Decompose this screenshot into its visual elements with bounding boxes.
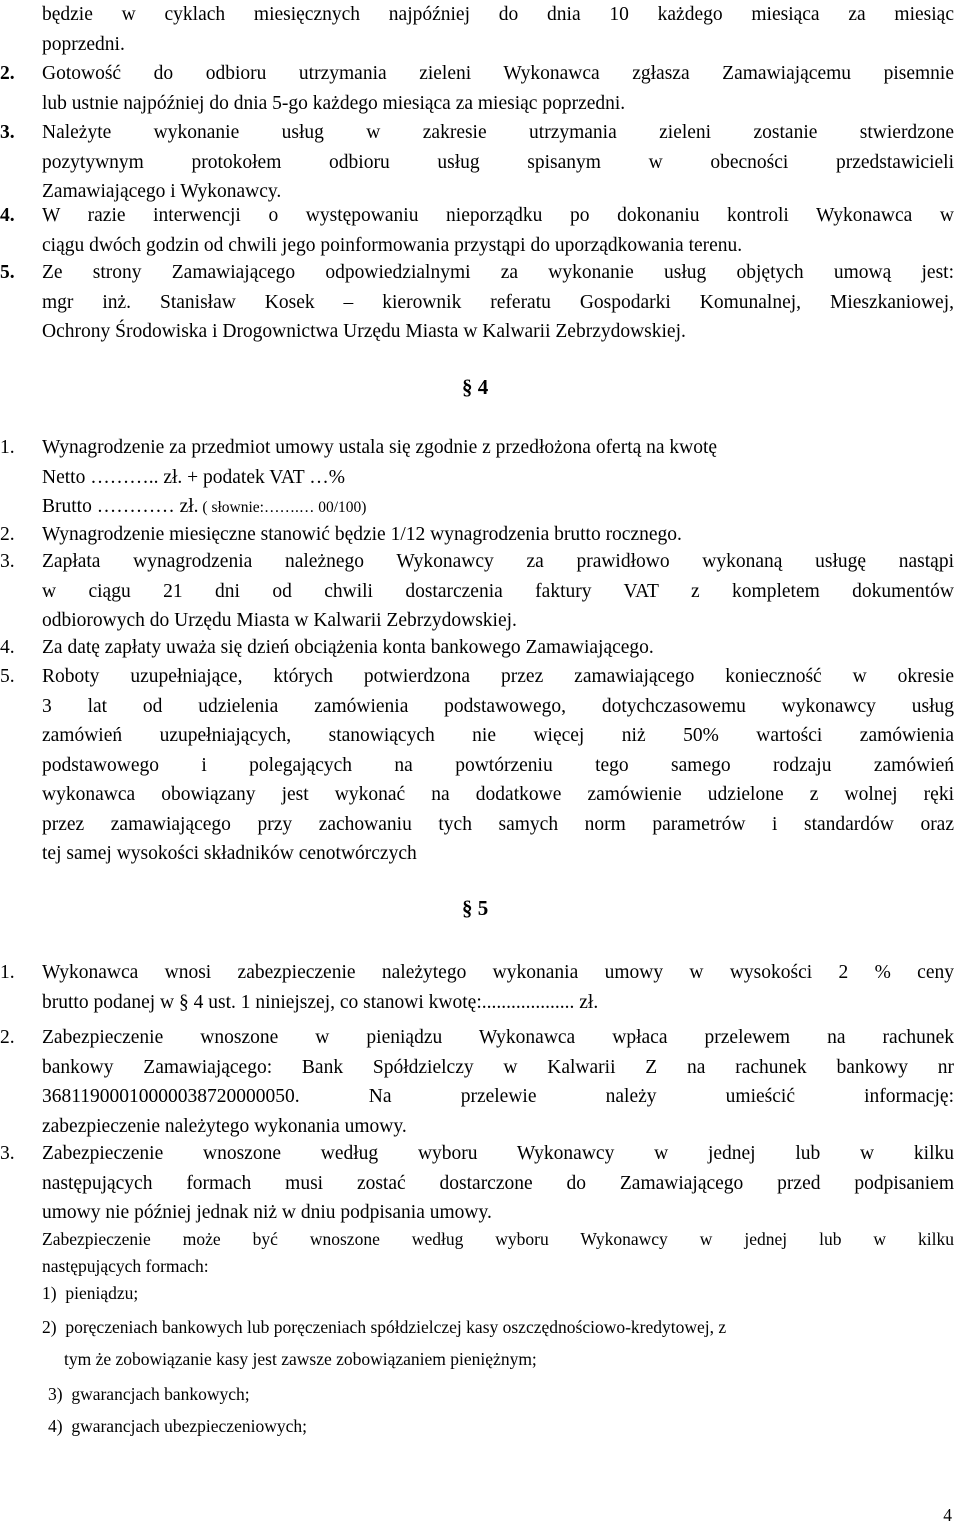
item-number: 5. (0, 262, 15, 283)
form-item-2 (42, 1314, 726, 1341)
item-number: 5. (0, 666, 15, 687)
form-item-1 (42, 1280, 138, 1307)
text-line: Gotowość do odbioru utrzymania zieleni Wykonawca zgłasza Zamawiającemu pisemnie (42, 63, 954, 84)
form-number: 3) (48, 1384, 63, 1404)
text-line: 3 lat od udzielenia zamówienia podstawowego, dotychczasowemu wykonawcy usług (42, 695, 954, 717)
form-item-2-continuation (64, 1346, 537, 1373)
item-number: 3. (0, 122, 15, 143)
form-text: gwarancjach bankowych; (71, 1384, 250, 1404)
text-line: Ze strony Zamawiającego odpowiedzialnymi za wykonanie usług objętych umową jest: (42, 262, 954, 283)
item-number: 2. (0, 63, 15, 84)
text-line: podstawowego i polegających na powtórzeniu tego samego rodzaju zamówień (42, 754, 954, 776)
text-line: Należyte wykonanie usług w zakresie utrzymania zieleni zostanie stwierdzone (42, 122, 954, 143)
continuation-paragraph (42, 0, 954, 59)
text-line: pozytywnym protokołem odbioru usług spisanym w obecności przedstawicieli (42, 151, 954, 173)
section-heading: § 5 (462, 896, 489, 920)
text-line: lub ustnie najpóźniej do dnia 5-go każdego miesiąca za miesiąc poprzedni. (42, 92, 626, 114)
form-item-4 (48, 1413, 307, 1440)
text-line: Zabezpieczenie może być wnoszone według wyboru Wykonawcy w jednej lub w kilku (42, 1229, 954, 1249)
form-text: poręczeniach bankowych lub poręczeniach spółdzielczej kasy oszczędnościowo-kredytowej, z (65, 1317, 727, 1337)
text-line: brutto podanej w § 4 ust. 1 niniejszej, co stanowi kwotę:................... zł. (42, 991, 599, 1013)
text-line: zamówień uzupełniających, stanowiących nie więcej niż 50% wartości zamówienia (42, 725, 954, 746)
text-line: Zabezpieczenie wnoszone według wyboru Wykonawcy w jednej lub w kilku (42, 1143, 954, 1164)
text-line: zabezpieczenie należytego wykonania umowy. (42, 1115, 407, 1137)
text-line: następujących formach musi zostać dostarczone do Zamawiającego przed podpisaniem (42, 1172, 954, 1194)
text-line: W razie interwencji o występowaniu nieporządku po dokonaniu kontroli Wykonawca w (42, 205, 954, 226)
text-line: Za datę zapłaty uważa się dzień obciążenia konta bankowego Zamawiającego. (42, 637, 654, 658)
item-number: 2. (0, 1027, 15, 1048)
form-item-3 (48, 1381, 250, 1408)
item-number: 2. (0, 524, 15, 545)
item-number: 4. (0, 205, 15, 226)
form-number: 2) (42, 1317, 57, 1337)
text-line: odbiorowych do Urzędu Miasta w Kalwarii Zebrzydowskiej. (42, 610, 517, 631)
item-number: 1. (0, 962, 15, 983)
item-number: 4. (0, 637, 15, 658)
text-line: ciągu dwóch godzin od chwili jego poinformowania przystąpi do uporządkowania terenu. (42, 234, 743, 256)
text-line: Zabezpieczenie wnoszone w pieniądzu Wykonawca wpłaca przelewem na rachunek (42, 1027, 954, 1048)
section-heading: § 4 (462, 375, 489, 399)
form-number: 4) (48, 1416, 63, 1436)
form-text: gwarancjach ubezpieczeniowych; (71, 1416, 307, 1436)
text-line: umowy nie później jednak niż w dniu podpisania umowy. (42, 1202, 492, 1223)
item-number: 3. (0, 1143, 15, 1164)
text-line: Roboty uzupełniające, których potwierdzona przez zamawiającego konieczność w okresie (42, 666, 954, 687)
item-number: 1. (0, 437, 15, 458)
text-line: będzie w cyklach miesięcznych najpóźniej do dnia 10 każdego miesiąca za miesiąc (42, 4, 954, 25)
text-line: poprzedni. (42, 33, 125, 55)
item-number: 3. (0, 551, 15, 572)
brutto-words: ( słownie:…….… 00/100) (198, 499, 367, 516)
text-line: tej samej wysokości składników cenotwórczych (42, 843, 417, 864)
text-line: Zapłata wynagrodzenia należnego Wykonawcy za prawidłowo wykonaną usługę nastąpi (42, 551, 954, 572)
form-text: pieniądzu; (65, 1283, 139, 1303)
form-text: tym że zobowiązanie kasy jest zawsze zobowiązaniem pieniężnym; (64, 1349, 537, 1369)
text-line: następujących formach: (42, 1256, 209, 1276)
page-number: 4 (943, 1505, 952, 1525)
text-line: 36811900010000038720000050. Na przelewie należy umieścić informację: (42, 1086, 954, 1107)
text-line: Wykonawca wnosi zabezpieczenie należytego wykonania umowy w wysokości 2 % ceny (42, 962, 954, 983)
form-number: 1) (42, 1283, 57, 1303)
text-line: w ciągu 21 dni od chwili dostarczenia faktury VAT z kompletem dokumentów (42, 580, 954, 602)
brutto-line: Brutto ………… zł. (42, 496, 199, 517)
text-line: Wynagrodzenie za przedmiot umowy ustala się zgodnie z przedłożona ofertą na kwotę (42, 437, 718, 458)
text-line: mgr inż. Stanisław Kosek – kierownik referatu Gospodarki Komunalnej, Mieszkaniowej, (42, 291, 954, 313)
text-line: wykonawca obowiązany jest wykonać na dodatkowe zamówienie udzielone z wolnej ręki (42, 784, 954, 805)
netto-line: Netto ……….. zł. + podatek VAT …% (42, 466, 345, 488)
forms-intro-paragraph (42, 1226, 954, 1280)
text-line: Zamawiającego i Wykonawcy. (42, 181, 282, 202)
text-line: Ochrony Środowiska i Drogownictwa Urzędu Miasta w Kalwarii Zebrzydowskiej. (42, 321, 686, 342)
text-line: bankowy Zamawiającego: Bank Spółdzielczy w Kalwarii Z na rachunek bankowy nr (42, 1056, 954, 1078)
text-line: przez zamawiającego przy zachowaniu tych samych norm parametrów i standardów oraz (42, 813, 954, 835)
text-line: Wynagrodzenie miesięczne stanowić będzie 1/12 wynagrodzenia brutto rocznego. (42, 524, 682, 545)
